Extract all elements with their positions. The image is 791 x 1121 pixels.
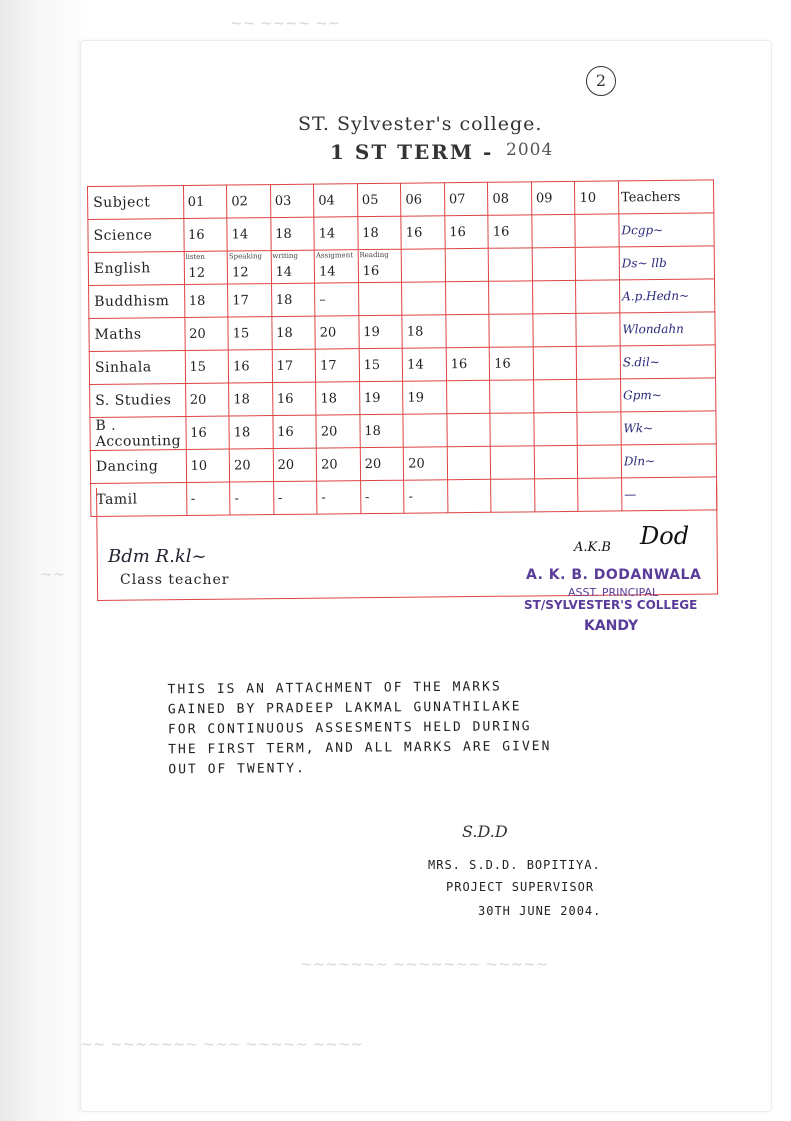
mark-cell bbox=[358, 216, 402, 249]
mark-cell bbox=[316, 415, 360, 448]
teacher-signature: Dln~ bbox=[623, 453, 656, 468]
mark-cell bbox=[578, 445, 622, 478]
supervisor-initials: S.D.D bbox=[462, 822, 508, 841]
mark-cell bbox=[447, 413, 491, 446]
teacher-signature: Wlondahn bbox=[622, 321, 684, 336]
bleed-through-text: ~~ ~~~~~~~ ~~~ ~~~~~ ~~~~ bbox=[80, 1035, 364, 1053]
header-col: 09 bbox=[531, 181, 575, 214]
mark-cell bbox=[270, 217, 314, 250]
teacher-signature-cell bbox=[619, 213, 714, 247]
subject-cell: Tamil bbox=[91, 482, 187, 516]
mark-cell bbox=[272, 382, 316, 415]
mark-cell bbox=[402, 348, 446, 381]
mark-cell bbox=[229, 449, 273, 482]
header-col: 10 bbox=[575, 181, 619, 214]
mark-cell bbox=[358, 282, 402, 315]
mark-value: 20 bbox=[320, 423, 338, 440]
mark-cell bbox=[534, 412, 578, 445]
mark-cell bbox=[359, 381, 403, 414]
mark-cell bbox=[227, 251, 271, 284]
mark-cell bbox=[488, 248, 532, 281]
note-line: GAINED BY PRADEEP LAKMAL GUNATHILAKE bbox=[167, 699, 522, 718]
teacher-signature: Gpm~ bbox=[623, 387, 662, 402]
mark-cell bbox=[447, 446, 491, 479]
mark-cell bbox=[490, 413, 534, 446]
mark-cell bbox=[490, 347, 534, 380]
mark-cell bbox=[315, 349, 359, 382]
mark-cell bbox=[534, 445, 578, 478]
header-col: 04 bbox=[314, 184, 358, 217]
mark-value: 16 bbox=[449, 224, 466, 240]
mark-cell bbox=[445, 215, 489, 248]
mark-cell bbox=[184, 284, 228, 317]
mark-cell bbox=[403, 381, 447, 414]
mark-value: - bbox=[190, 491, 196, 507]
mark-cell bbox=[404, 447, 448, 480]
mark-cell bbox=[490, 380, 534, 413]
mark-cell bbox=[491, 446, 535, 479]
mark-value: 18 bbox=[362, 225, 379, 241]
mark-value: 16 bbox=[405, 224, 423, 241]
bleed-through-text: ~~ ~~~~ ~~ bbox=[230, 14, 341, 32]
mark-cell bbox=[446, 314, 490, 347]
mark-cell bbox=[446, 347, 490, 380]
mark-value: 15 bbox=[189, 359, 207, 375]
mark-cell bbox=[315, 316, 359, 349]
mark-cell bbox=[228, 317, 272, 350]
teacher-signature-cell bbox=[621, 411, 716, 445]
header-col: 07 bbox=[444, 182, 488, 215]
stamp-role: ASST. PRINCIPAL bbox=[568, 586, 659, 599]
mark-cell bbox=[185, 350, 229, 383]
subject-cell: Dancing bbox=[90, 449, 186, 483]
supervisor-date: 30TH JUNE 2004. bbox=[478, 904, 602, 918]
mark-cell bbox=[403, 414, 447, 447]
mark-value: 12 bbox=[231, 264, 249, 280]
teacher-signature-cell bbox=[619, 246, 714, 280]
mark-cell bbox=[575, 214, 619, 247]
mark-cell bbox=[577, 412, 621, 445]
mark-cell bbox=[489, 314, 533, 347]
mark-cell bbox=[271, 283, 315, 316]
mark-cell bbox=[228, 284, 272, 317]
page-number: 2 bbox=[586, 66, 616, 96]
mark-cell bbox=[533, 346, 577, 379]
mark-value: 16 bbox=[276, 391, 294, 407]
mark-cell bbox=[227, 218, 271, 251]
supervisor-name: MRS. S.D.D. BOPITIYA. bbox=[428, 858, 601, 872]
mark-cell bbox=[229, 383, 273, 416]
mark-value: 16 bbox=[450, 356, 468, 372]
teacher-signature: — bbox=[624, 486, 637, 501]
mark-value: 18 bbox=[276, 325, 293, 341]
mark-value: 16 bbox=[190, 425, 207, 441]
mark-value: 19 bbox=[363, 324, 380, 340]
teacher-signature-cell bbox=[620, 378, 715, 412]
mark-value: 18 bbox=[233, 391, 250, 407]
attachment-note bbox=[168, 676, 709, 781]
mark-cell bbox=[185, 383, 229, 416]
mark-cell bbox=[576, 313, 620, 346]
bleed-through-text: ~~~~~~~ ~~~~~~~ ~~~~~ bbox=[300, 955, 549, 973]
asst-principal-initials: A.K.B bbox=[574, 540, 611, 555]
mark-cell bbox=[445, 248, 489, 281]
teacher-signature-cell bbox=[620, 345, 715, 379]
mark-value: 18 bbox=[275, 226, 292, 242]
mark-cell bbox=[577, 379, 621, 412]
mark-value: 20 bbox=[408, 455, 425, 472]
mark-cell bbox=[402, 315, 446, 348]
subject-cell: B . Accounting bbox=[90, 416, 186, 450]
mark-cell bbox=[272, 349, 316, 382]
subject-cell: Science bbox=[88, 218, 184, 252]
mark-value: 16 bbox=[492, 224, 510, 240]
mark-cell bbox=[532, 214, 576, 247]
mark-cell bbox=[401, 216, 445, 249]
mark-value: 18 bbox=[233, 424, 251, 440]
mark-value: 17 bbox=[276, 358, 294, 374]
teacher-signature-cell bbox=[621, 444, 716, 478]
subject-cell: Buddhism bbox=[89, 284, 185, 318]
mark-sublabel: Speaking bbox=[228, 252, 262, 261]
mark-value: - bbox=[364, 489, 370, 505]
mark-cell bbox=[360, 447, 404, 480]
mark-value: 14 bbox=[275, 264, 293, 280]
mark-value: 17 bbox=[232, 292, 249, 308]
mark-value: 20 bbox=[321, 456, 338, 473]
teacher-signature-cell bbox=[619, 279, 714, 313]
mark-cell bbox=[271, 250, 315, 283]
mark-cell bbox=[488, 215, 532, 248]
header-col: 06 bbox=[401, 183, 445, 216]
mark-value: 16 bbox=[362, 263, 380, 279]
mark-cell bbox=[272, 316, 316, 349]
header-col: 05 bbox=[357, 183, 401, 216]
header-subject: Subject bbox=[88, 185, 184, 219]
mark-cell bbox=[445, 281, 489, 314]
mark-cell bbox=[314, 217, 358, 250]
mark-cell bbox=[532, 247, 576, 280]
school-name: ST. Sylvester's college. bbox=[298, 113, 543, 135]
term-year: 2004 bbox=[506, 140, 554, 160]
mark-value: 14 bbox=[319, 263, 336, 280]
mark-cell bbox=[316, 448, 360, 481]
subject-cell: Sinhala bbox=[89, 350, 185, 384]
marks-table bbox=[87, 179, 717, 517]
mark-cell bbox=[359, 315, 403, 348]
mark-value: – bbox=[319, 292, 326, 308]
note-line: OUT OF TWENTY. bbox=[168, 761, 306, 778]
mark-cell bbox=[184, 251, 228, 284]
mark-cell bbox=[315, 283, 359, 316]
note-line: FOR CONTINUOUS ASSESMENTS HELD DURING bbox=[167, 719, 532, 738]
mark-value: - bbox=[408, 489, 414, 505]
mark-value: 18 bbox=[275, 292, 293, 308]
mark-cell bbox=[532, 280, 576, 313]
mark-value: 20 bbox=[277, 457, 295, 473]
header-col: 02 bbox=[227, 185, 271, 218]
mark-value: 18 bbox=[320, 390, 338, 407]
mark-value: 16 bbox=[188, 227, 205, 243]
mark-cell bbox=[446, 380, 490, 413]
mark-value: 19 bbox=[407, 389, 425, 406]
mark-value: 18 bbox=[406, 323, 424, 340]
stamp-name: A. K. B. DODANWALA bbox=[526, 567, 702, 583]
mark-value: 14 bbox=[407, 356, 424, 373]
mark-value: 20 bbox=[189, 392, 207, 408]
subject-cell: S. Studies bbox=[90, 383, 186, 417]
asst-principal-signature: Dod bbox=[640, 522, 690, 550]
mark-cell bbox=[183, 218, 227, 251]
stamp-college: ST/SYLVESTER'S COLLEGE bbox=[524, 598, 698, 612]
mark-value: 16 bbox=[494, 356, 511, 372]
mark-sublabel: listen bbox=[185, 252, 205, 261]
header-col: 08 bbox=[488, 182, 532, 215]
note-line: THIS IS AN ATTACHMENT OF THE MARKS bbox=[167, 679, 502, 698]
mark-cell bbox=[576, 280, 620, 313]
mark-value: 19 bbox=[363, 390, 381, 406]
mark-sublabel: Assigment bbox=[315, 251, 354, 260]
mark-cell bbox=[358, 249, 402, 282]
teacher-signature: Wk~ bbox=[623, 420, 654, 435]
mark-sublabel: Reading bbox=[359, 250, 389, 260]
bleed-through-text: ~~ bbox=[40, 565, 66, 583]
mark-value: 10 bbox=[190, 458, 208, 474]
mark-value: 14 bbox=[231, 226, 249, 242]
mark-value: - bbox=[321, 490, 326, 506]
teacher-signature-cell bbox=[620, 312, 715, 346]
mark-value: 20 bbox=[189, 326, 206, 342]
mark-value: 15 bbox=[232, 325, 250, 341]
mark-sublabel: writing bbox=[272, 251, 299, 261]
mark-value: 20 bbox=[364, 456, 382, 472]
mark-cell bbox=[314, 250, 358, 283]
mark-value: 14 bbox=[318, 225, 336, 242]
mark-cell bbox=[576, 247, 620, 280]
mark-value: 20 bbox=[233, 457, 251, 473]
mark-value: - bbox=[234, 490, 239, 506]
mark-cell bbox=[186, 449, 230, 482]
mark-cell bbox=[229, 416, 273, 449]
mark-cell bbox=[273, 448, 317, 481]
mark-cell bbox=[360, 414, 404, 447]
mark-cell bbox=[228, 350, 272, 383]
mark-value: 16 bbox=[232, 358, 250, 374]
mark-cell bbox=[533, 313, 577, 346]
mark-value: - bbox=[277, 490, 283, 506]
mark-value: 17 bbox=[320, 357, 337, 374]
subject-cell: Maths bbox=[89, 317, 185, 351]
mark-cell bbox=[186, 416, 230, 449]
teacher-signature: Dcgp~ bbox=[621, 222, 664, 237]
mark-cell bbox=[577, 346, 621, 379]
mark-cell bbox=[401, 249, 445, 282]
supervisor-role: PROJECT SUPERVISOR bbox=[446, 880, 595, 894]
mark-cell bbox=[316, 382, 360, 415]
mark-value: 16 bbox=[277, 424, 294, 440]
mark-cell bbox=[184, 317, 228, 350]
mark-cell bbox=[533, 379, 577, 412]
teacher-signature: A.p.Hedn~ bbox=[622, 288, 690, 303]
mark-value: 15 bbox=[363, 357, 381, 373]
header-col: 03 bbox=[270, 184, 314, 217]
teacher-signature: Ds~ llb bbox=[621, 255, 667, 270]
teacher-signature: S.dil~ bbox=[622, 354, 660, 369]
class-teacher-label: Class teacher bbox=[120, 572, 230, 588]
class-teacher-signature: Bdm R.kl~ bbox=[108, 546, 207, 567]
header-teachers: Teachers bbox=[618, 180, 713, 214]
mark-value: 18 bbox=[188, 293, 206, 309]
mark-cell bbox=[359, 348, 403, 381]
subject-cell: English bbox=[88, 251, 184, 285]
note-line: THE FIRST TERM, AND ALL MARKS ARE GIVEN bbox=[168, 739, 552, 758]
mark-cell bbox=[489, 281, 533, 314]
mark-value: 12 bbox=[188, 265, 206, 281]
mark-value: 20 bbox=[319, 324, 337, 341]
term-title: 1 ST TERM - bbox=[330, 140, 494, 164]
mark-value: 18 bbox=[364, 423, 381, 439]
mark-cell bbox=[273, 415, 317, 448]
header-col: 01 bbox=[183, 185, 227, 218]
stamp-city: KANDY bbox=[584, 618, 639, 634]
mark-cell bbox=[402, 282, 446, 315]
